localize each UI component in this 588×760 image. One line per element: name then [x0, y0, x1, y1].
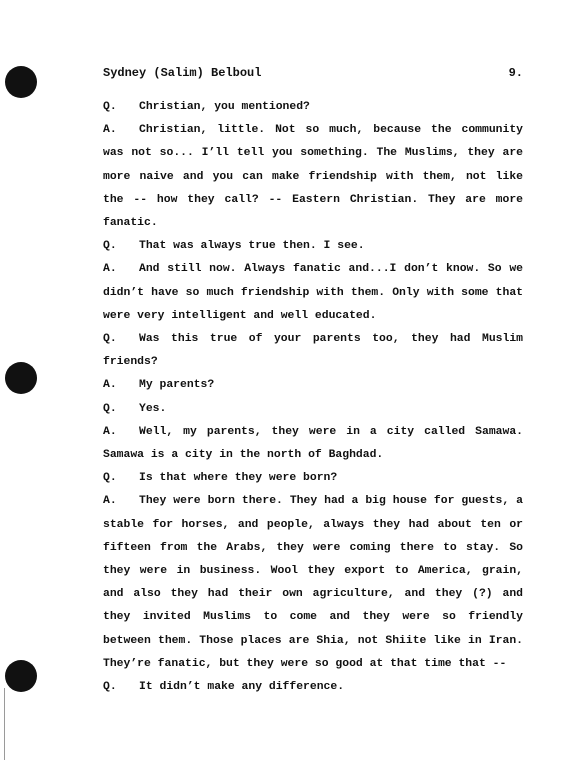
paragraph-text: Was this true of your parents too, they had Muslim friends?	[103, 333, 523, 369]
speaker-label: A.	[103, 263, 117, 276]
transcript-paragraph	[103, 421, 523, 467]
paragraph-text: It didn’t make any difference.	[139, 681, 345, 694]
transcript-paragraph	[103, 467, 523, 490]
binder-hole-top	[5, 66, 37, 98]
speaker-label: Q.	[103, 240, 117, 253]
binder-hole-middle	[5, 362, 37, 394]
paragraph-text: Christian, you mentioned?	[139, 101, 310, 113]
paragraph-text: They were born there. They had a big house for guests, a stable for horses, and people, always they had about ten or fifteen from the Arabs, they were coming there to stay. So they were in business. Wool they export to America, grain, and also they had their own agriculture, and they (?) and they invited Muslims to come and they were so friendly between them. Those places are Shia, not Shiite like in Iran. They’re fanatic, but they were so good at that time that --	[103, 495, 523, 670]
transcript-paragraph	[103, 328, 523, 374]
paragraph-text: My parents?	[139, 379, 215, 392]
paragraph-text: Well, my parents, they were in a city called Samawa. Samawa is a city in the north of Baghdad.	[103, 425, 523, 462]
transcript-paragraph	[103, 374, 523, 397]
paragraph-text: Is that where they were born?	[139, 472, 338, 485]
speaker-label: Q.	[103, 402, 117, 415]
speaker-label: Q.	[103, 333, 117, 346]
speaker-label: Q.	[103, 101, 117, 113]
transcript-paragraph	[103, 235, 523, 258]
transcript-paragraph	[103, 96, 523, 119]
speaker-label: Q.	[103, 472, 117, 485]
speaker-label: A.	[103, 124, 117, 137]
speaker-label: A.	[103, 379, 117, 392]
paragraph-text: Christian, little. Not so much, because the community was not so... I’ll tell you something. The Muslims, they are more naive and you can make friendship with them, not like the -- how they call? -- Eastern Christian. They are more fanatic.	[103, 124, 523, 230]
transcript-paragraph	[103, 119, 523, 235]
interview-title: Sydney (Salim) Belboul	[103, 66, 262, 80]
paragraph-text: That was always true then. I see.	[139, 240, 365, 253]
page-edge-mark	[4, 688, 5, 760]
transcript-paragraph	[103, 490, 523, 676]
paragraph-text: And still now. Always fanatic and...I don’t know. So we didn’t have so much friendship with them. Only with some that were very intelligent and well educated.	[103, 263, 523, 322]
transcript-body	[103, 96, 523, 699]
page-number: 9.	[508, 66, 523, 80]
transcript-paragraph	[103, 676, 523, 699]
speaker-label: A.	[103, 495, 117, 508]
speaker-label: Q.	[103, 681, 117, 694]
binder-hole-bottom	[5, 660, 37, 692]
paragraph-text: Yes.	[139, 402, 167, 415]
transcript-paragraph	[103, 398, 523, 421]
speaker-label: A.	[103, 425, 117, 438]
transcript-paragraph	[103, 258, 523, 328]
